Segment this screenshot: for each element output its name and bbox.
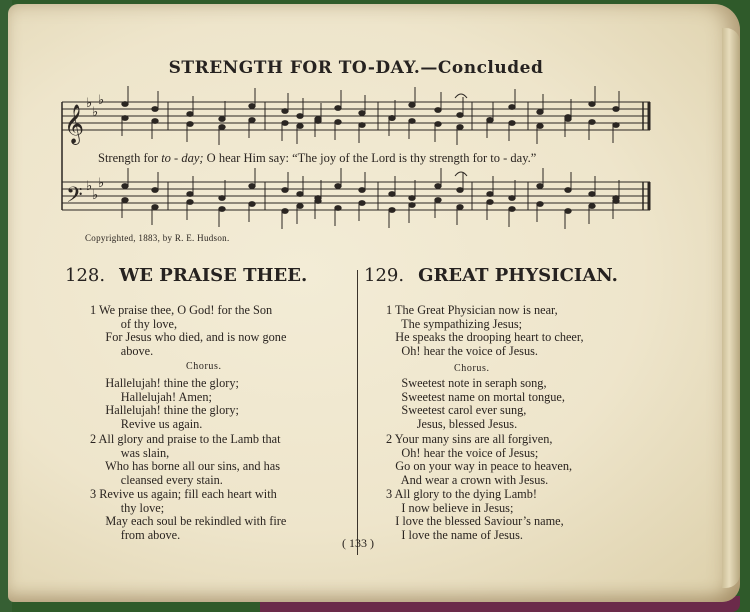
hymn-128-chorus-label: Chorus. [186, 361, 222, 372]
note-head [389, 208, 395, 213]
note-head [589, 192, 595, 197]
note-head [589, 120, 595, 125]
note-head [613, 107, 619, 112]
note-head [335, 184, 341, 189]
svg-text:♭: ♭ [86, 96, 93, 111]
note-head [315, 117, 321, 122]
note-head [613, 123, 619, 128]
note-head [359, 123, 365, 128]
note-head [509, 121, 515, 126]
note-head [122, 184, 128, 189]
note-head [219, 207, 225, 212]
hymn-title: GREAT PHYSICIAN. [418, 265, 618, 286]
note-head [187, 192, 193, 197]
hymn-129-chorus: Sweetest note in seraph song, Sweetest name on mortal tongue, Sweetest carol ever sung, Jesus, blessed Jesus. [401, 376, 565, 431]
note-head [509, 105, 515, 110]
note-head [457, 113, 463, 118]
svg-text:♭: ♭ [92, 105, 99, 120]
note-head [457, 125, 463, 130]
treble-clef: 𝄞 [64, 104, 85, 144]
page-title: STRENGTH FOR TO-DAY.—Concluded [168, 58, 544, 78]
note-head [359, 201, 365, 206]
note-head [152, 119, 158, 124]
note-head [565, 188, 571, 193]
bass-clef: 𝄢 [66, 183, 83, 213]
note-head [122, 102, 128, 107]
note-head [282, 109, 288, 114]
note-head [249, 184, 255, 189]
svg-text:♭: ♭ [98, 93, 105, 108]
note-head [565, 209, 571, 214]
note-head [457, 205, 463, 210]
note-head [509, 207, 515, 212]
copyright-notice: Copyrighted, 1883, by R. E. Hudson. [85, 233, 230, 243]
note-head [219, 125, 225, 130]
music-lyric-line: Strength for to - day; O hear Him say: “The joy of the Lord is thy strength for to - day.” [98, 151, 537, 165]
note-head [219, 196, 225, 201]
note-head [152, 188, 158, 193]
note-head [435, 184, 441, 189]
hymn-number: 129. [364, 265, 405, 286]
note-head [282, 121, 288, 126]
note-head [487, 200, 493, 205]
hymn-title: WE PRAISE THEE. [119, 265, 308, 286]
note-head [435, 108, 441, 113]
note-head [435, 122, 441, 127]
note-head [282, 209, 288, 214]
column-divider [357, 270, 358, 555]
fermata-bass [455, 172, 467, 176]
note-head [249, 118, 255, 123]
note-head [409, 203, 415, 208]
hymn-128-heading [65, 265, 307, 286]
note-head [613, 199, 619, 204]
note-head [537, 110, 543, 115]
note-head [409, 196, 415, 201]
note-head [409, 103, 415, 108]
note-head [359, 111, 365, 116]
note-head [122, 198, 128, 203]
note-head [537, 124, 543, 129]
hymn-129-heading [364, 265, 618, 286]
note-head [389, 192, 395, 197]
note-head [187, 112, 193, 117]
note-head [297, 192, 303, 197]
svg-text:♭: ♭ [86, 179, 93, 194]
note-head [152, 107, 158, 112]
note-head [122, 116, 128, 121]
note-head [409, 119, 415, 124]
treble-staff [62, 102, 650, 130]
hymn-128-chorus: Hallelujah! thine the glory; Hallelujah! Amen; Hallelujah! thine the glory; Revive us again. [105, 376, 239, 431]
note-head [589, 102, 595, 107]
note-head [457, 188, 463, 193]
note-head [249, 202, 255, 207]
note-head [537, 184, 543, 189]
note-head [487, 192, 493, 197]
page-number: ( 133 ) [342, 536, 374, 550]
note-head [487, 118, 493, 123]
hymn-129-verse-1: 1 The Great Physician now is near, The sympathizing Jesus; He speaks the drooping heart to cheer, Oh! hear the voice of Jesus. [386, 303, 584, 358]
hymn-128-verse-3: 3 Revive us again; fill each heart with thy love; May each soul be rekindled with fire from above. [90, 487, 287, 542]
note-head [435, 198, 441, 203]
hymn-128-verse-1: 1 We praise thee, O God! for the Son of thy love, For Jesus who died, and is now gone above. [90, 303, 287, 358]
note-head [335, 120, 341, 125]
svg-text:♭: ♭ [98, 176, 105, 191]
note-head [282, 188, 288, 193]
note-head [297, 204, 303, 209]
note-head [187, 200, 193, 205]
note-head [335, 106, 341, 111]
hymn-number: 128. [65, 265, 106, 286]
note-head [565, 117, 571, 122]
note-head [297, 124, 303, 129]
note-head [219, 117, 225, 122]
note-head [249, 104, 255, 109]
bass-staff [62, 182, 650, 210]
note-head [389, 116, 395, 121]
hymn-128-verse-2: 2 All glory and praise to the Lamb that was slain, Who has borne all our sins, and has cleansed every stain. [90, 432, 281, 487]
hymn-129-chorus-label: Chorus. [454, 363, 490, 374]
note-head [315, 199, 321, 204]
note-head [359, 188, 365, 193]
note-head [589, 204, 595, 209]
fermata [455, 94, 467, 98]
note-head [509, 196, 515, 201]
note-head [335, 206, 341, 211]
note-head [537, 202, 543, 207]
note-head [297, 114, 303, 119]
note-head [187, 122, 193, 127]
svg-text:♭: ♭ [92, 188, 99, 203]
note-head [152, 205, 158, 210]
hymn-129-verse-3: 3 All glory to the dying Lamb! I now believe in Jesus; I love the blessed Saviour’s name, I love the name of Jesus. [386, 487, 564, 542]
hymn-129-verse-2: 2 Your many sins are all forgiven, Oh! hear the voice of Jesus; Go on your way in peace to heaven, And wear a crown with Jesus. [386, 432, 573, 487]
